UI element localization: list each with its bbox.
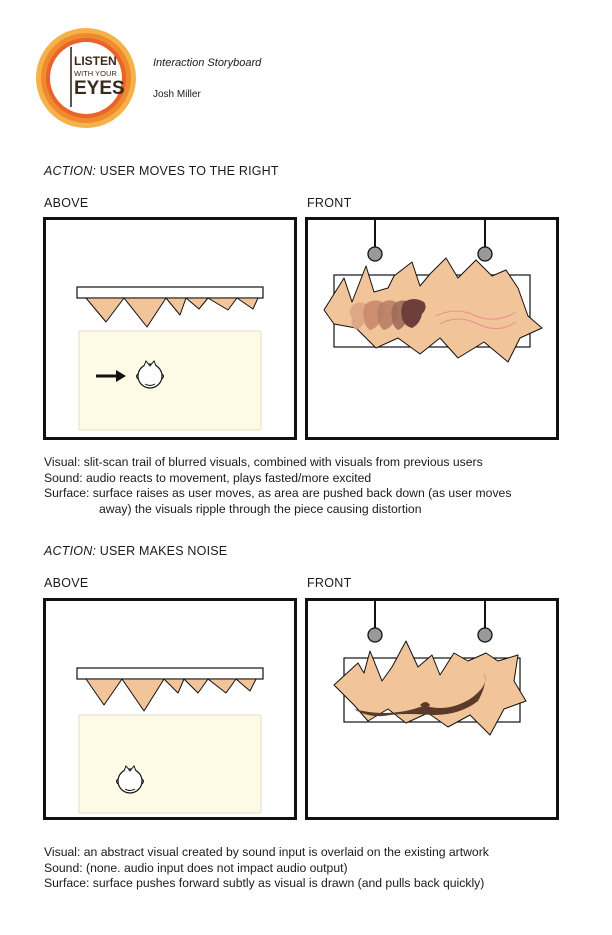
document-subtitle: Interaction Storyboard — [153, 57, 262, 69]
logo-line-3: EYES — [74, 78, 125, 99]
author-name: Josh Miller — [153, 89, 201, 100]
scene-2-action-prefix: ACTION: — [44, 544, 97, 558]
scene-2-description — [44, 845, 584, 892]
scene-1-description — [44, 455, 584, 517]
scene-1-surface: Surface: surface raises as user moves, as area are pushed back down (as user moves — [44, 486, 512, 500]
scene-1-above-panel — [43, 217, 297, 440]
scene-1-above-label: ABOVE — [44, 196, 89, 210]
sculpture-spikes — [86, 679, 256, 711]
scene-2-sound: Sound: (none. audio input does not impact audio output) — [44, 860, 348, 875]
scene-2-front-panel — [305, 598, 559, 820]
scene-2-action — [44, 544, 227, 558]
floor-area — [79, 331, 261, 430]
scene-2-front-label: FRONT — [307, 576, 352, 590]
scene-1-visual: Visual: slit-scan trail of blurred visuals, combined with visuals from previous users — [44, 455, 483, 469]
hanging-wire-right — [478, 220, 492, 261]
floor-area — [79, 715, 261, 813]
scene-2-action-text: USER MAKES NOISE — [99, 544, 228, 558]
scene-1-front-label: FRONT — [307, 196, 352, 210]
logo-line-2: WITH YOUR — [74, 69, 117, 78]
hanging-wire-right — [478, 601, 492, 642]
scene-2-surface: Surface: surface pushes forward subtly as visual is drawn (and pulls back quickly) — [44, 876, 485, 890]
listen-with-your-eyes-logo — [33, 25, 139, 131]
hanging-wire-left — [368, 601, 382, 642]
slit-scan-trail — [350, 299, 426, 330]
sculpture-top-edge — [77, 668, 263, 679]
hanging-wire-left — [368, 220, 382, 261]
scene-2-visual: Visual: an abstract visual created by sound input is overlaid on the existing artwork — [44, 845, 489, 859]
logo-line-1: LISTEN — [74, 54, 117, 68]
scene-1-front-panel — [305, 217, 559, 440]
scene-1-surface-cont: away) the visuals ripple through the piece causing distortion — [99, 501, 422, 516]
scene-1-sound: Sound: audio reacts to movement, plays fasted/more excited — [44, 470, 372, 485]
scene-1-action-prefix: ACTION: — [44, 164, 97, 178]
scene-1-action-text: USER MOVES TO THE RIGHT — [99, 164, 279, 178]
sculpture-spikes — [86, 298, 258, 327]
scene-2-above-panel — [43, 598, 297, 820]
sculpture-top-edge — [77, 287, 263, 298]
scene-2-above-label: ABOVE — [44, 576, 89, 590]
scene-1-action — [44, 164, 279, 178]
